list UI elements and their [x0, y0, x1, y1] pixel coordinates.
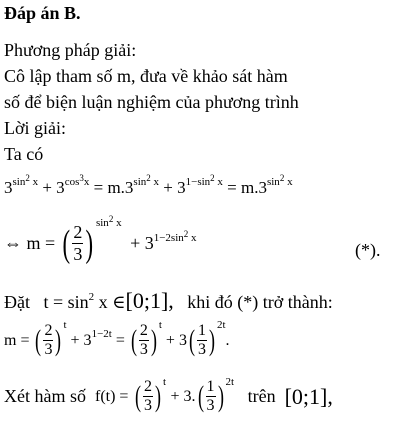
method-line-2: số để biện luận nghiệm của phương trình — [4, 92, 299, 112]
method-heading: Phương pháp giải: — [4, 40, 137, 60]
equation-3: m = ( $\frac{2}{3}$ ) $^t + 3^{1-2t}$ = ( $\frac{2}{3}$ ) $^t$ + 3 ( $\frac{1}{3}$ ) $^{2t}$. — [4, 319, 230, 358]
solution-heading: Lời giải: — [4, 118, 67, 138]
substitution-line: Đặt $t = \sin^2 x$ ∈[0;1], khi đó (*) trở thành: — [4, 288, 333, 313]
equation-1: $3^{sin^2 x} + 3^{cos^3x} = m.3^{sin^2 x} + 3^{1-sin^2 x} = m.3^{sin^2 x}$ — [4, 173, 293, 197]
equation-tag: (*). — [355, 240, 381, 260]
equation-2: ⇔ m = ( $\frac{2}{3}$ ) $^{sin^2 x} + 3^{1-2sin^2 x}$ — [4, 213, 197, 265]
method-line-1: Cô lập tham số m, đưa về khảo sát hàm — [4, 66, 288, 86]
ta-co-text: Ta có — [4, 144, 44, 164]
answer-title: Đáp án B. — [4, 3, 81, 23]
equation-4: Xét hàm số f(t) = ( $\frac{2}{3}$ ) $^t$ + 3. ( $\frac{1}{3}$ ) $^{2t}$ trên [0;1], — [4, 375, 333, 414]
